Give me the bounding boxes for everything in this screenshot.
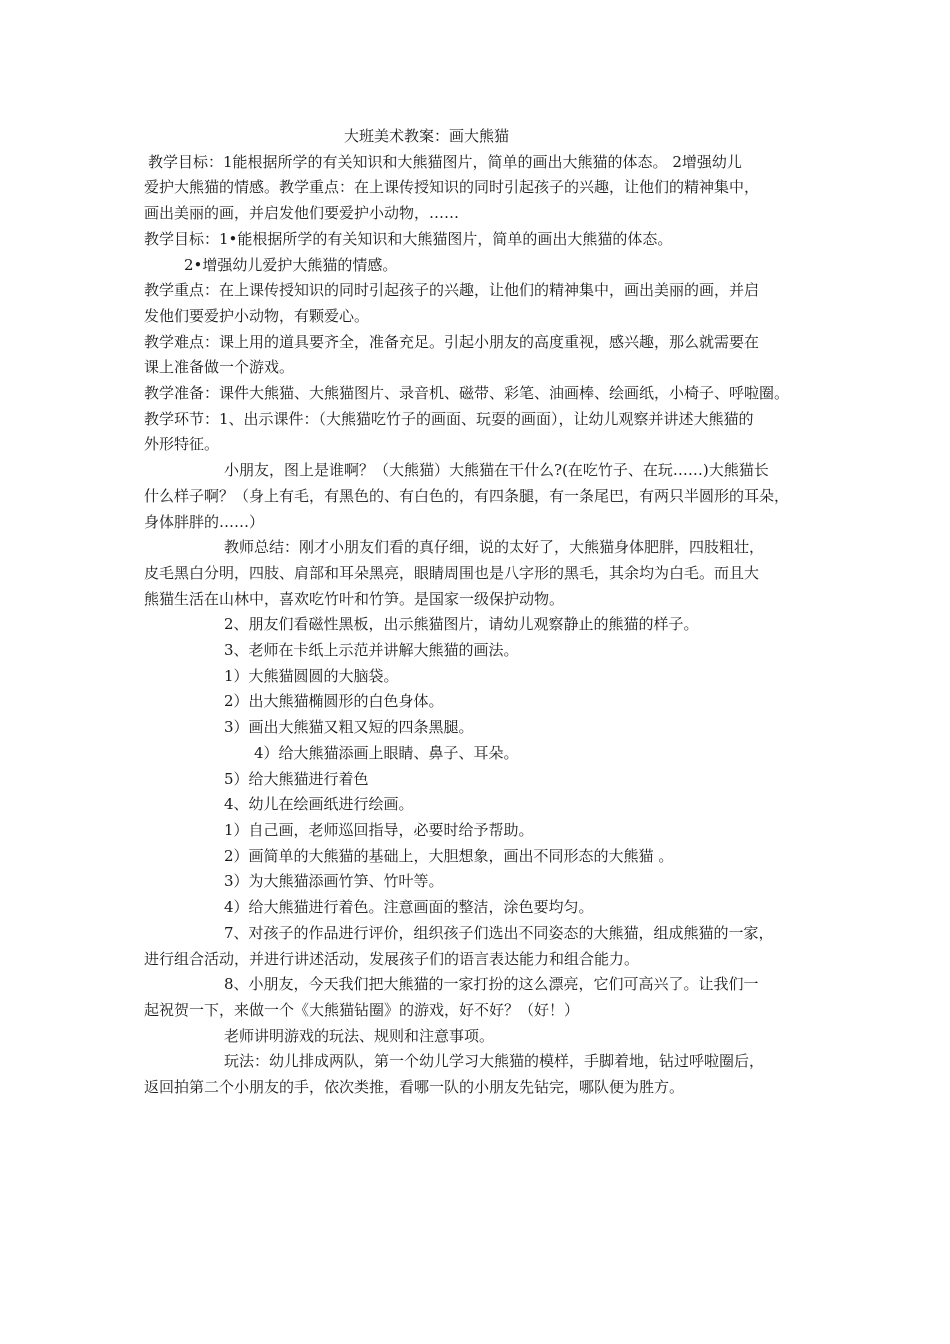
text-line: 3）画出大熊猫又粗又短的四条黑腿。	[224, 718, 474, 737]
text-line: 老师讲明游戏的玩法、规则和注意事项。	[224, 1026, 495, 1045]
text-line: 4、幼儿在绘画纸进行绘画。	[224, 795, 414, 814]
document-page	[144, 124, 816, 1101]
text-line: 进行组合活动，并进行讲述活动，发展孩子们的语言表达能力和组合能力。	[144, 949, 640, 968]
text-line: 教学环节：1、出示课件：（大熊猫吃竹子的画面、玩耍的画面），让幼儿观察并讲述大熊猫的	[144, 409, 754, 428]
text-line: 4）给大熊猫进行着色。注意画面的整洁，涂色要均匀。	[224, 898, 594, 917]
text-line: 4）给大熊猫添画上眼睛、鼻子、耳朵。	[254, 743, 519, 762]
text-line: 身体胖胖的……）	[144, 512, 265, 531]
text-line: 2、朋友们看磁性黑板，出示熊猫图片，请幼儿观察静止的熊猫的样子。	[224, 615, 699, 634]
text-line: 爱护大熊猫的情感。教学重点：在上课传授知识的同时引起孩子的兴趣，让他们的精神集中，	[144, 178, 760, 197]
text-line: 5）给大熊猫进行着色	[224, 769, 369, 788]
text-line: 8、小朋友，今天我们把大熊猫的一家打扮的这么漂亮，它们可高兴了。让我们一	[224, 975, 759, 994]
text-line: 教学目标：1能根据所学的有关知识和大熊猫图片，简单的画出大熊猫的体态。 2增强幼儿	[148, 152, 742, 171]
text-line: 2•增强幼儿爱护大熊猫的情感。	[184, 255, 398, 274]
text-line: 2）出大熊猫椭圆形的白色身体。	[224, 692, 444, 711]
text-line: 外形特征。	[144, 435, 220, 454]
text-line: 小朋友，图上是谁啊？（大熊猫）大熊猫在干什么?(在吃竹子、在玩……)大熊猫长	[224, 461, 769, 480]
text-line: 教师总结：刚才小朋友们看的真仔细，说的太好了，大熊猫身体肥胖，四肢粗壮，	[224, 538, 765, 557]
text-line: 教学难点：课上用的道具要齐全，准备充足。引起小朋友的高度重视，感兴趣，那么就需要在	[144, 332, 760, 351]
text-line: 2）画简单的大熊猫的基础上，大胆想象，画出不同形态的大熊猫 。	[224, 846, 674, 865]
text-line: 1）自己画，老师巡回指导，必要时给予帮助。	[224, 820, 534, 839]
text-line: 起祝贺一下，来做一个《大熊猫钻圈》的游戏，好不好？（好！）	[144, 1000, 580, 1019]
text-line: 1）大熊猫圆圆的大脑袋。	[224, 666, 399, 685]
text-line: 画出美丽的画，并启发他们要爱护小动物，……	[144, 204, 460, 223]
text-line: 玩法：幼儿排成两队，第一个幼儿学习大熊猫的模样，手脚着地，钻过呼啦圈后，	[224, 1052, 765, 1071]
text-line: 7、对孩子的作品进行评价，组织孩子们选出不同姿态的大熊猫，组成熊猫的一家，	[224, 923, 774, 942]
text-line: 教学重点：在上课传授知识的同时引起孩子的兴趣，让他们的精神集中，画出美丽的画，并启	[144, 281, 760, 300]
text-line: 3、老师在卡纸上示范并讲解大熊猫的画法。	[224, 641, 519, 660]
text-line: 皮毛黑白分明，四肢、肩部和耳朵黑亮，眼睛周围也是八字形的黑毛，其余均为白毛。而且大	[144, 563, 760, 582]
text-line: 3）为大熊猫添画竹笋、竹叶等。	[224, 872, 444, 891]
document-body	[144, 150, 816, 1101]
text-line: 什么样子啊？（身上有毛，有黑色的、有白色的，有四条腿，有一条尾巴，有两只半圆形的耳朵，	[144, 486, 790, 505]
text-line: 教学目标：1•能根据所学的有关知识和大熊猫图片，简单的画出大熊猫的体态。	[144, 229, 673, 248]
text-line: 熊猫生活在山林中，喜欢吃竹叶和竹笋。是国家一级保护动物。	[144, 589, 565, 608]
text-line: 教学准备：课件大熊猫、大熊猫图片、录音机、磁带、彩笔、油画棒、绘画纸，小椅子、呼啦圈。	[144, 384, 790, 403]
text-line: 返回拍第二个小朋友的手，依次类推，看哪一队的小朋友先钻完，哪队便为胜方。	[144, 1078, 685, 1097]
document-title: 大班美术教案：画大熊猫	[344, 127, 510, 145]
text-line: 课上准备做一个游戏。	[144, 358, 295, 377]
text-line: 发他们要爱护小动物，有颗爱心。	[144, 306, 370, 325]
